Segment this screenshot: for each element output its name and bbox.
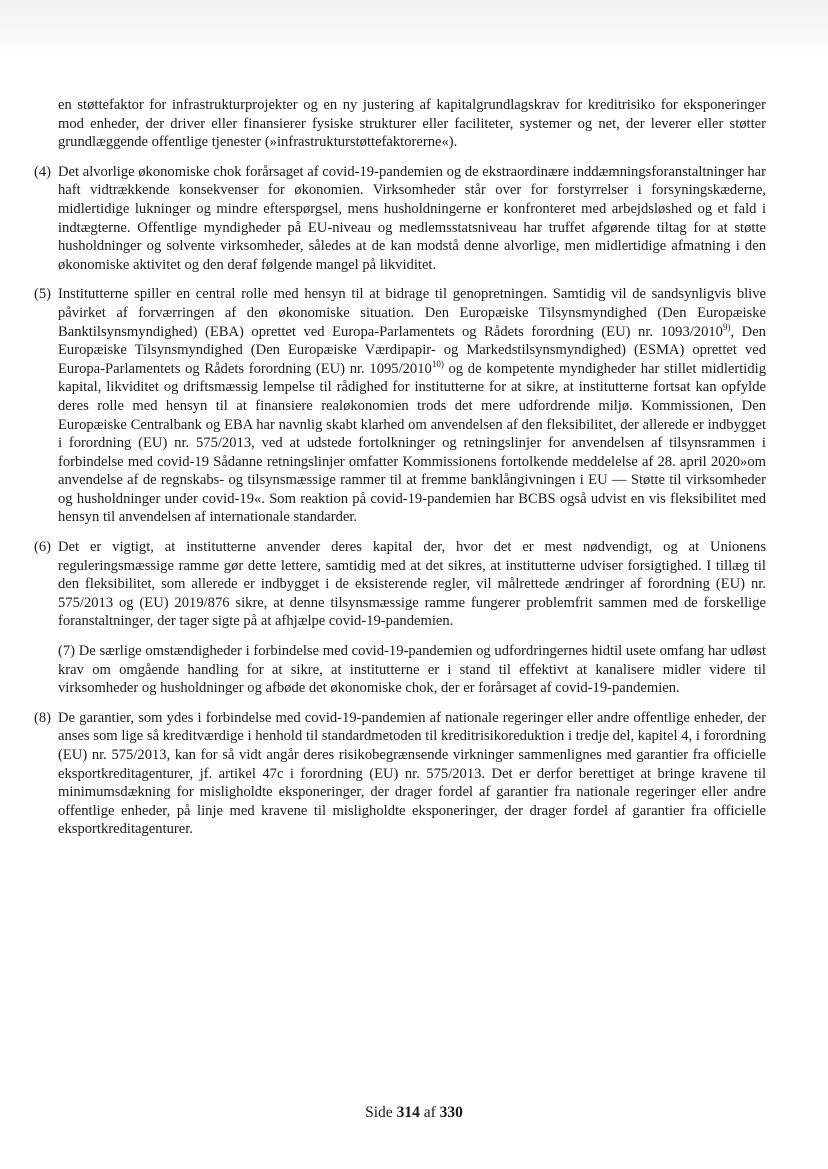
page-of-label: af <box>423 1104 436 1121</box>
recital-text: De garantier, som ydes i forbindelse med covid-19-pandemien af nationale regeringer eller andre offentlige enheder, der anses som lige så kreditværdige i henhold til standardmetoden til kreditrisikoreduktion i tredje del, kapitel 4, i forordning (EU) nr. 575/2013, kan for så vidt angår deres risikobegrænsende virkninger sammenlignes med garantier fra officielle eksportkreditagenturer, jf. artikel 47c i forordning (EU) nr. 575/2013. Det er derfor berettiget at bringe kravene til minimumsdækning for misligholdte eksponeringer, der drager fordel af garantier fra nationale regeringer eller andre offentlige enheder, på linje med kravene til misligholdte eksponeringer, der drager fordel af garantier fra officielle eksportkreditagenturer. <box>58 709 766 838</box>
recital-7 <box>34 642 766 698</box>
page-footer <box>0 1104 828 1122</box>
recital-text: Det er vigtigt, at institutterne anvender deres kapital der, hvor det er mest nødvendigt, og at Unionens reguleringsmæssige ramme gør dette lettere, samtidig med at det sikres, at institutterne udviser forsigtighed. I tillæg til den fleksibilitet, som allerede er indbygget i de eksisterende regler, vil målrettede ændringer af forordning (EU) nr. 575/2013 og (EU) 2019/876 sikre, at denne tilsynsmæssige ramme fungerer problemfrit sammen med de forskellige foranstaltninger, der tager sigte på at afhjælpe covid-19-pandemien. <box>58 539 766 630</box>
document-body <box>34 96 766 850</box>
footnote-ref: 10) <box>431 358 444 369</box>
recital-8 <box>34 709 766 839</box>
total-pages-number: 330 <box>439 1104 463 1121</box>
current-page-number: 314 <box>396 1104 420 1121</box>
recital-number: (6) <box>34 539 52 556</box>
recital-number: (5) <box>34 286 52 303</box>
page-label: Side <box>365 1104 393 1121</box>
recital-text-part: Institutterne spiller en central rolle med hensyn til at bidrage til genopretningen. Samtidig vil de sandsynligvis blive påvirket af forværringen af den økonomiske situation. Den Europæiske Tilsynsmyndighed (Den Europæiske Banktilsynsmyndighed) (EBA) oprettet ved Europa-Parlamentets og Rådets forordning (EU) nr. 1093/2010 <box>58 286 766 340</box>
recital-text: (7) De særlige omstændigheder i forbindelse med covid-19-pandemien og udfordringernes hidtil usete omfang har udløst krav om omgående handling for at sikre, at institutterne er i stand til effektivt at kanalisere midler videre til virksomheder og husholdninger og afbøde det økonomiske chok, der er forårsaget af covid-19-pandemien. <box>58 643 766 697</box>
recital-number: (8) <box>34 709 52 726</box>
recital-4 <box>34 163 766 275</box>
intro-paragraph <box>34 96 766 152</box>
recital-6 <box>34 538 766 631</box>
recital-text-part: og de kompetente myndigheder har stillet midlertidig kapital, likviditet og driftsmæssig lempelse til rådighed for institutterne for at sikre, at institutterne fortsat kan opfylde deres rolle med hensyn til at finansiere realøkonomien trods det mere udfordrende miljø. Kommissionen, Den Europæiske Centralbank og EBA har navnlig skabt klarhed om anvendelsen af den fleksibilitet, der allerede er indbygget i forordning (EU) nr. 575/2013, ved at udstede fortolkninger og retningslinjer for anvendelsen af tilsynsrammen i forbindelse med covid-19 Sådanne retningslinjer omfatter Kommissionens fortolkende meddelelse af 28. april 2020»om anvendelse af de regnskabs- og tilsynsmæssige rammer til at fremme banklångivningen i EU — Støtte til virksomheder og husholdninger under covid-19«. Som reaktion på covid-19-pandemien har BCBS også udvist en vis fleksibilitet med hensyn til anvendelsen af internationale standarder. <box>58 360 766 526</box>
intro-text: en støttefaktor for infrastrukturprojekter og en ny justering af kapitalgrundlagskrav for kreditrisiko for eksponeringer mod enheder, der driver eller finansierer fysiske strukturer eller faciliteter, systemer og net, der leverer eller støtter grundlæggende offentlige tjenester (»infrastrukturstøttefaktorerne«). <box>58 97 766 151</box>
recital-text: Det alvorlige økonomiske chok forårsaget af covid-19-pandemien og de ekstraordinære inddæmningsforanstaltninger har haft vidtrækkende konsekvenser for økonomien. Virksomheder står over for forstyrrelser i forsyningskæderne, midlertidige lukninger og mindre efterspørgsel, mens husholdningerne er konfronteret med arbejdsløshed og et fald i indtægterne. Offentlige myndigheder på EU-niveau og medlemsstatsniveau har truffet afgørende tiltag for at støtte husholdninger og solvente virksomheder, således at de kan modstå denne alvorlige, men midlertidige afmatning i den økonomiske aktivitet og den deraf følgende mangel på likviditet. <box>58 163 766 273</box>
recital-number: (4) <box>34 163 52 180</box>
recital-5 <box>34 285 766 527</box>
recital-text-part: , Den Europæiske Tilsynsmyndighed (Den Europæiske Værdipapir- og Markedstilsynsmyndighed) (ESMA) oprettet ved Europa-Parlamentets og Rådets forordning (EU) nr. 1095/2010 <box>58 323 766 377</box>
scan-top-shading <box>0 0 828 62</box>
footnote-ref: 9) <box>722 321 731 332</box>
